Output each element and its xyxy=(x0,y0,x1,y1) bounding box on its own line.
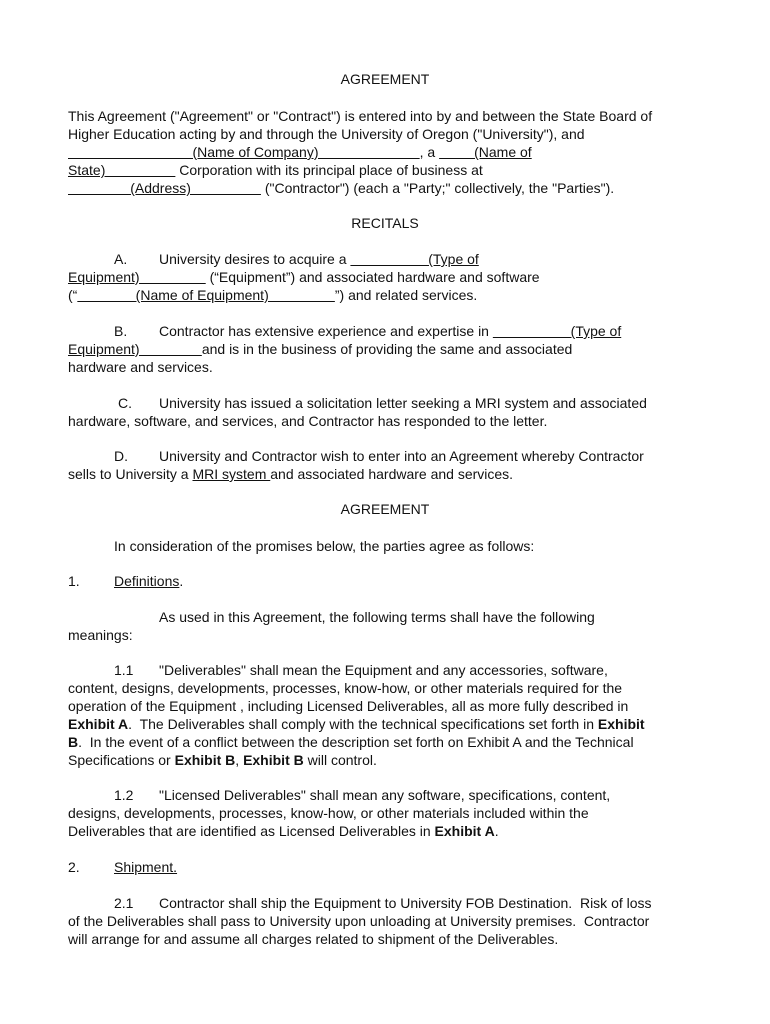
p-2-1-number: 2.1 xyxy=(114,895,134,911)
agreement-title: AGREEMENT xyxy=(340,71,430,87)
recital-b-line-2: Equipment) and is in the business of providing the same and associated xyxy=(68,341,573,357)
def-1-1-line-2: content, designs, developments, processes, know-how, or other materials required for the xyxy=(68,680,623,696)
def-1-1-line-5: B. In the event of a conflict between the description set forth on Exhibit A and the Technical xyxy=(68,734,634,750)
recital-b-line-1: Contractor has extensive experience and expertise in (Type of xyxy=(159,323,622,339)
recital-a-label: A. xyxy=(114,251,128,267)
section-1-title: Definitions. xyxy=(114,573,184,589)
recital-d-line-2: sells to University a MRI system and associated hardware and services. xyxy=(68,466,514,482)
recital-c-label: C. xyxy=(118,395,132,411)
preamble-line-3: (Name of Company) , a (Name of xyxy=(68,144,532,160)
recital-c-line-2: hardware, software, and services, and Contractor has responded to the letter. xyxy=(68,413,548,429)
def-1-1-number: 1.1 xyxy=(114,662,134,678)
section-1-intro-line-2: meanings: xyxy=(68,627,133,643)
recital-a-line-1: University desires to acquire a (Type of xyxy=(159,251,479,267)
preamble-line-1: This Agreement ("Agreement" or "Contract") is entered into by and between the State Board of xyxy=(68,108,653,124)
equipment-type-field-continued[interactable]: Equipment) xyxy=(68,269,206,285)
def-1-2-line-2: designs, developments, processes, know-how, or other materials included within the xyxy=(68,805,589,821)
p-2-1-line-2: of the Deliverables shall pass to University upon unloading at University premises. Contractor xyxy=(68,913,650,929)
preamble-line-5: (Address) ("Contractor") (each a "Party;" collectively, the "Parties"). xyxy=(68,180,615,196)
def-1-1-line-1: "Deliverables" shall mean the Equipment and any accessories, software, xyxy=(159,662,608,678)
def-1-1-line-4: Exhibit A. The Deliverables shall comply with the technical specifications set forth in Exhibit xyxy=(68,716,645,732)
state-field-continued[interactable]: State) xyxy=(68,162,176,178)
section-1-intro-line-1: As used in this Agreement, the following terms shall have the following xyxy=(159,609,595,625)
recital-a-line-3: (“ (Name of Equipment) ”) and related services. xyxy=(68,287,478,303)
recital-b-line-3: hardware and services. xyxy=(68,359,213,375)
recital-d-label: D. xyxy=(114,448,128,464)
expertise-type-field[interactable]: (Type of xyxy=(492,323,622,339)
def-1-1-line-6: Specifications or Exhibit B, Exhibit B will control. xyxy=(68,752,377,768)
preamble-line-2: Higher Education acting by and through the University of Oregon ("University"), and xyxy=(68,126,585,142)
recital-a-line-2: Equipment) (“Equipment”) and associated hardware and software xyxy=(68,269,540,285)
expertise-type-field-continued[interactable]: Equipment) xyxy=(68,341,202,357)
section-1-number: 1. xyxy=(68,573,80,589)
p-2-1-line-1: Contractor shall ship the Equipment to University FOB Destination. Risk of loss xyxy=(159,895,652,911)
agreement-heading: AGREEMENT xyxy=(340,501,430,517)
p-2-1-line-3: will arrange for and assume all charges related to shipment of the Deliverables. xyxy=(68,931,559,947)
equipment-type-field[interactable]: (Type of xyxy=(350,251,479,267)
address-field[interactable]: (Address) xyxy=(68,180,261,196)
mri-system-underlined: MRI system xyxy=(192,466,271,482)
section-2-number: 2. xyxy=(68,859,80,875)
section-2-title: Shipment. xyxy=(114,859,178,875)
state-field[interactable]: (Name of xyxy=(439,144,532,160)
def-1-2-line-1: "Licensed Deliverables" shall mean any software, specifications, content, xyxy=(159,787,611,803)
def-1-2-line-3: Deliverables that are identified as Licensed Deliverables in Exhibit A. xyxy=(68,823,499,839)
def-1-1-line-3: operation of the Equipment , including Licensed Deliverables, all as more fully described in xyxy=(68,698,629,714)
def-1-2-number: 1.2 xyxy=(114,787,134,803)
recital-b-label: B. xyxy=(114,323,128,339)
recital-c-line-1: University has issued a solicitation letter seeking a MRI system and associated xyxy=(159,395,647,411)
consideration-text: In consideration of the promises below, the parties agree as follows: xyxy=(114,538,535,554)
equipment-name-field[interactable]: (Name of Equipment) xyxy=(77,287,335,303)
recital-d-line-1: University and Contractor wish to enter into an Agreement whereby Contractor xyxy=(159,448,644,464)
company-name-field[interactable]: (Name of Company) xyxy=(68,144,420,160)
recitals-heading: RECITALS xyxy=(351,215,419,231)
preamble-line-4: State) Corporation with its principal place of business at xyxy=(68,162,483,178)
